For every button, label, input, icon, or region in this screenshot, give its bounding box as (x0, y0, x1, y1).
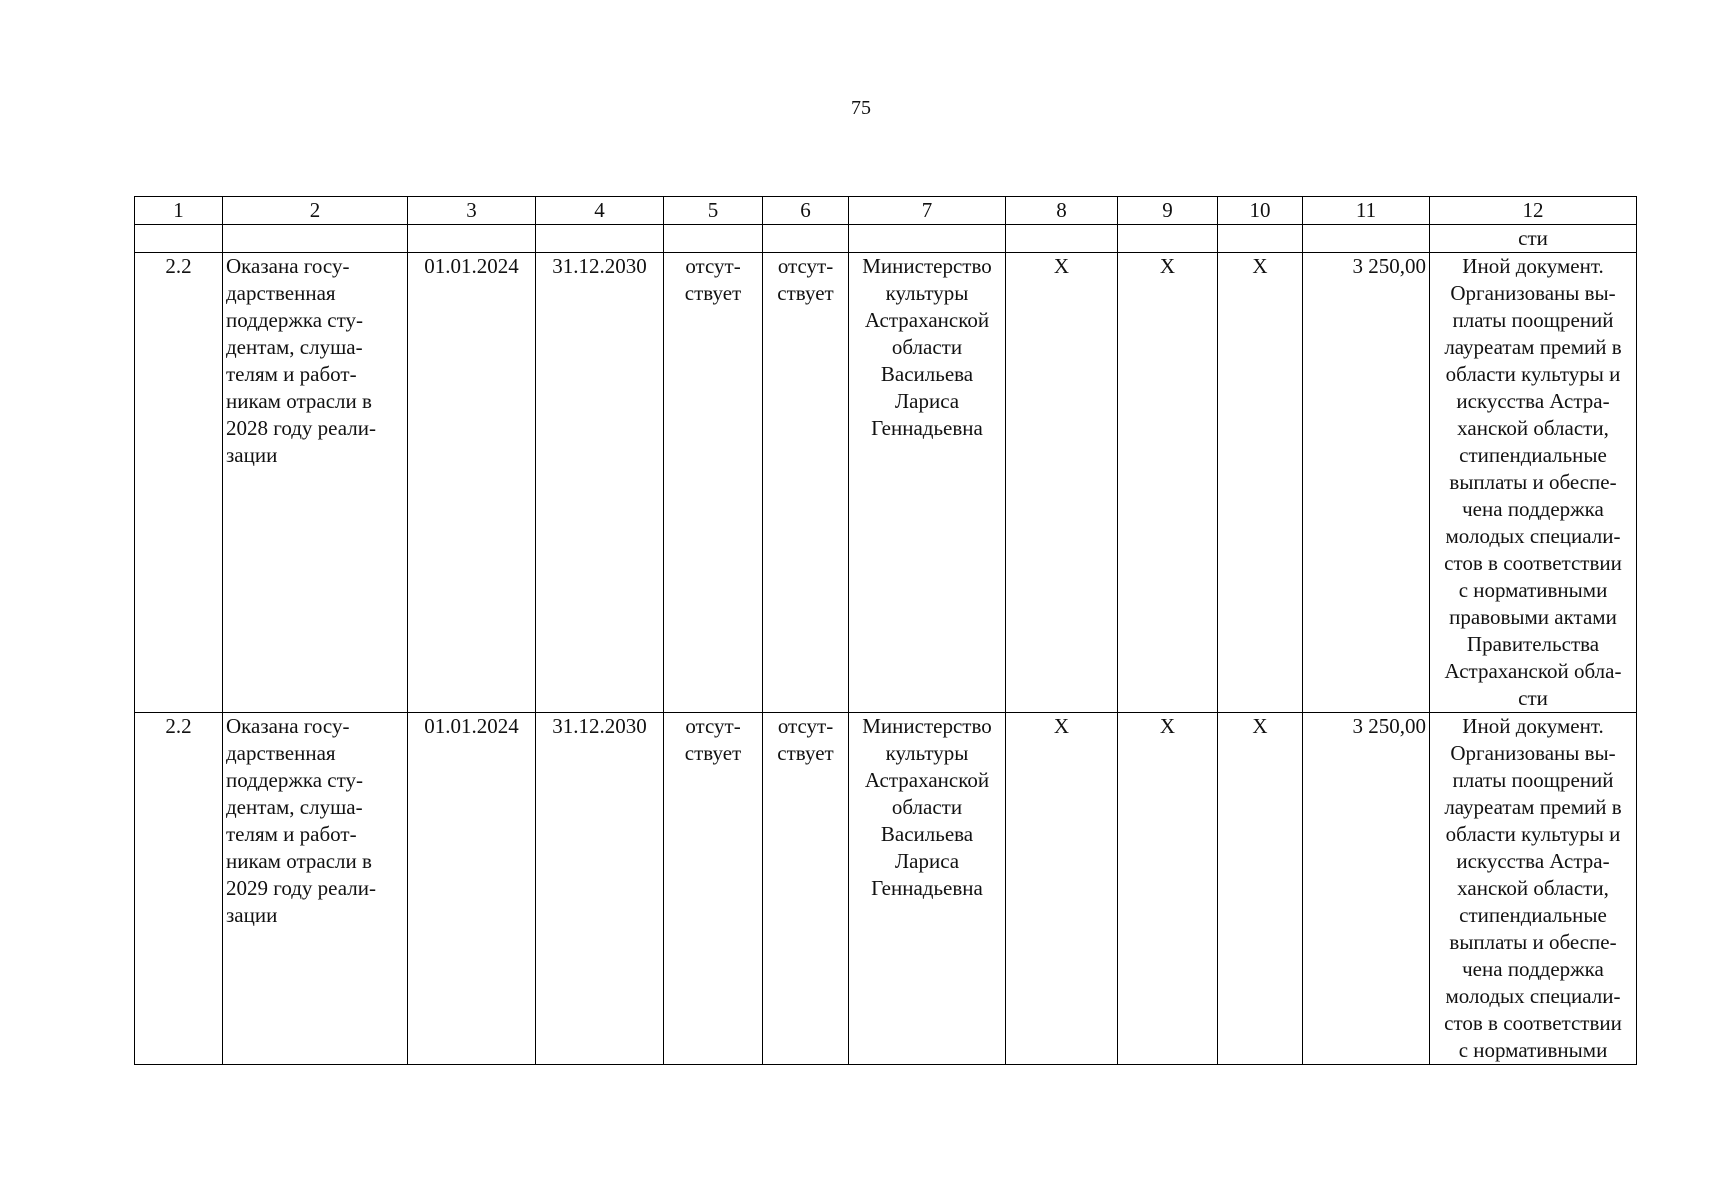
text-line: стов в соответствии (1444, 1011, 1622, 1035)
text-line: области культуры и (1445, 362, 1621, 386)
page-number: 75 (851, 97, 871, 119)
column-number: 8 (1006, 197, 1118, 225)
text-line: Васильева (880, 822, 974, 846)
responsible (849, 253, 1006, 713)
continuation-text: сти (1430, 225, 1637, 253)
text-line: ствует (684, 281, 742, 305)
text-line: выплаты и обеспе- (1449, 930, 1617, 954)
text-line: Иной документ. (1462, 254, 1604, 278)
text-line: Лариса (894, 389, 960, 413)
row-number: 2.2 (135, 253, 223, 713)
column-number: 10 (1218, 197, 1303, 225)
result-text (1430, 253, 1637, 713)
text-line: Оказана госу- (226, 714, 350, 738)
amount: 3 250,00 (1303, 253, 1430, 713)
text-line: зации (226, 443, 278, 467)
text-line: 2029 году реали- (226, 876, 376, 900)
text-line: Иной документ. (1462, 714, 1604, 738)
text-line: платы поощрений (1452, 768, 1614, 792)
text-line: платы поощрений (1452, 308, 1614, 332)
col9-value: X (1118, 253, 1218, 713)
table-row (135, 713, 1637, 1065)
text-line: Геннадьевна (871, 416, 983, 440)
text-line: дарственная (226, 741, 336, 765)
result-text (1430, 713, 1637, 1065)
text-line: ханской области, (1457, 416, 1609, 440)
text-line: чена поддержка (1462, 957, 1604, 981)
column-number: 9 (1118, 197, 1218, 225)
text-line: дарственная (226, 281, 336, 305)
text-line: Лариса (894, 849, 960, 873)
text-line: Оказана госу- (226, 254, 350, 278)
text-line: 2028 году реали- (226, 416, 376, 440)
column-number: 6 (763, 197, 849, 225)
text-line: ствует (777, 281, 834, 305)
column-number: 1 (135, 197, 223, 225)
amount: 3 250,00 (1303, 713, 1430, 1065)
text-line: Организованы вы- (1450, 741, 1616, 765)
text-line: с нормативными (1458, 1038, 1608, 1062)
text-line: дентам, слуша- (226, 795, 363, 819)
column-number-row (135, 197, 1637, 225)
text-line: поддержка сту- (226, 308, 364, 332)
text-line: лауреатам премий в (1444, 335, 1622, 359)
text-line: Астраханской (864, 308, 990, 332)
text-line: искусства Астра- (1456, 389, 1610, 413)
table-row (135, 253, 1637, 713)
row-description (223, 713, 408, 1065)
text-line: правовыми актами (1449, 605, 1617, 629)
column-number: 7 (849, 197, 1006, 225)
text-line: Васильева (880, 362, 974, 386)
col5-value (664, 253, 763, 713)
text-line: чена поддержка (1462, 497, 1604, 521)
column-number: 5 (664, 197, 763, 225)
text-line: ствует (684, 741, 742, 765)
col9-value: X (1118, 713, 1218, 1065)
text-line: молодых специали- (1445, 524, 1621, 548)
text-line: телям и работ- (226, 362, 357, 386)
data-table (134, 196, 1637, 1065)
text-line: стипендиальные (1459, 443, 1607, 467)
column-number: 12 (1430, 197, 1637, 225)
text-line: никам отрасли в (226, 389, 372, 413)
col6-value (763, 253, 849, 713)
text-line: выплаты и обеспе- (1449, 470, 1617, 494)
text-line: отсут- (777, 714, 834, 738)
start-date: 01.01.2024 (408, 253, 536, 713)
text-line: Министерство (862, 254, 992, 278)
col8-value: X (1006, 713, 1118, 1065)
text-line: Астраханской (864, 768, 990, 792)
text-line: телям и работ- (226, 822, 357, 846)
text-line: отсут- (777, 254, 834, 278)
text-line: культуры (885, 281, 969, 305)
text-line: стов в соответствии (1444, 551, 1622, 575)
text-line: отсут- (685, 254, 741, 278)
col10-value: X (1218, 253, 1303, 713)
text-line: с нормативными (1458, 578, 1608, 602)
text-line: Геннадьевна (871, 876, 983, 900)
text-line: молодых специали- (1445, 984, 1621, 1008)
end-date: 31.12.2030 (536, 253, 664, 713)
text-line: зации (226, 903, 278, 927)
continuation-row (135, 225, 1637, 253)
start-date: 01.01.2024 (408, 713, 536, 1065)
text-line: области (891, 335, 963, 359)
text-line: Правительства (1466, 632, 1600, 656)
col5-value (664, 713, 763, 1065)
column-number: 2 (223, 197, 408, 225)
col10-value: X (1218, 713, 1303, 1065)
row-description (223, 253, 408, 713)
text-line: никам отрасли в (226, 849, 372, 873)
text-line: Астраханской обла- (1444, 659, 1622, 683)
text-line: дентам, слуша- (226, 335, 363, 359)
row-number: 2.2 (135, 713, 223, 1065)
column-number: 4 (536, 197, 664, 225)
end-date: 31.12.2030 (536, 713, 664, 1065)
text-line: искусства Астра- (1456, 849, 1610, 873)
text-line: сти (1518, 686, 1548, 710)
text-line: поддержка сту- (226, 768, 364, 792)
text-line: ствует (777, 741, 834, 765)
text-line: культуры (885, 741, 969, 765)
text-line: области (891, 795, 963, 819)
text-line: лауреатам премий в (1444, 795, 1622, 819)
text-line: стипендиальные (1459, 903, 1607, 927)
responsible (849, 713, 1006, 1065)
text-line: области культуры и (1445, 822, 1621, 846)
column-number: 11 (1303, 197, 1430, 225)
text-line: Министерство (862, 714, 992, 738)
text-line: Организованы вы- (1450, 281, 1616, 305)
text-line: ханской области, (1457, 876, 1609, 900)
text-line: отсут- (685, 714, 741, 738)
col6-value (763, 713, 849, 1065)
column-number: 3 (408, 197, 536, 225)
col8-value: X (1006, 253, 1118, 713)
